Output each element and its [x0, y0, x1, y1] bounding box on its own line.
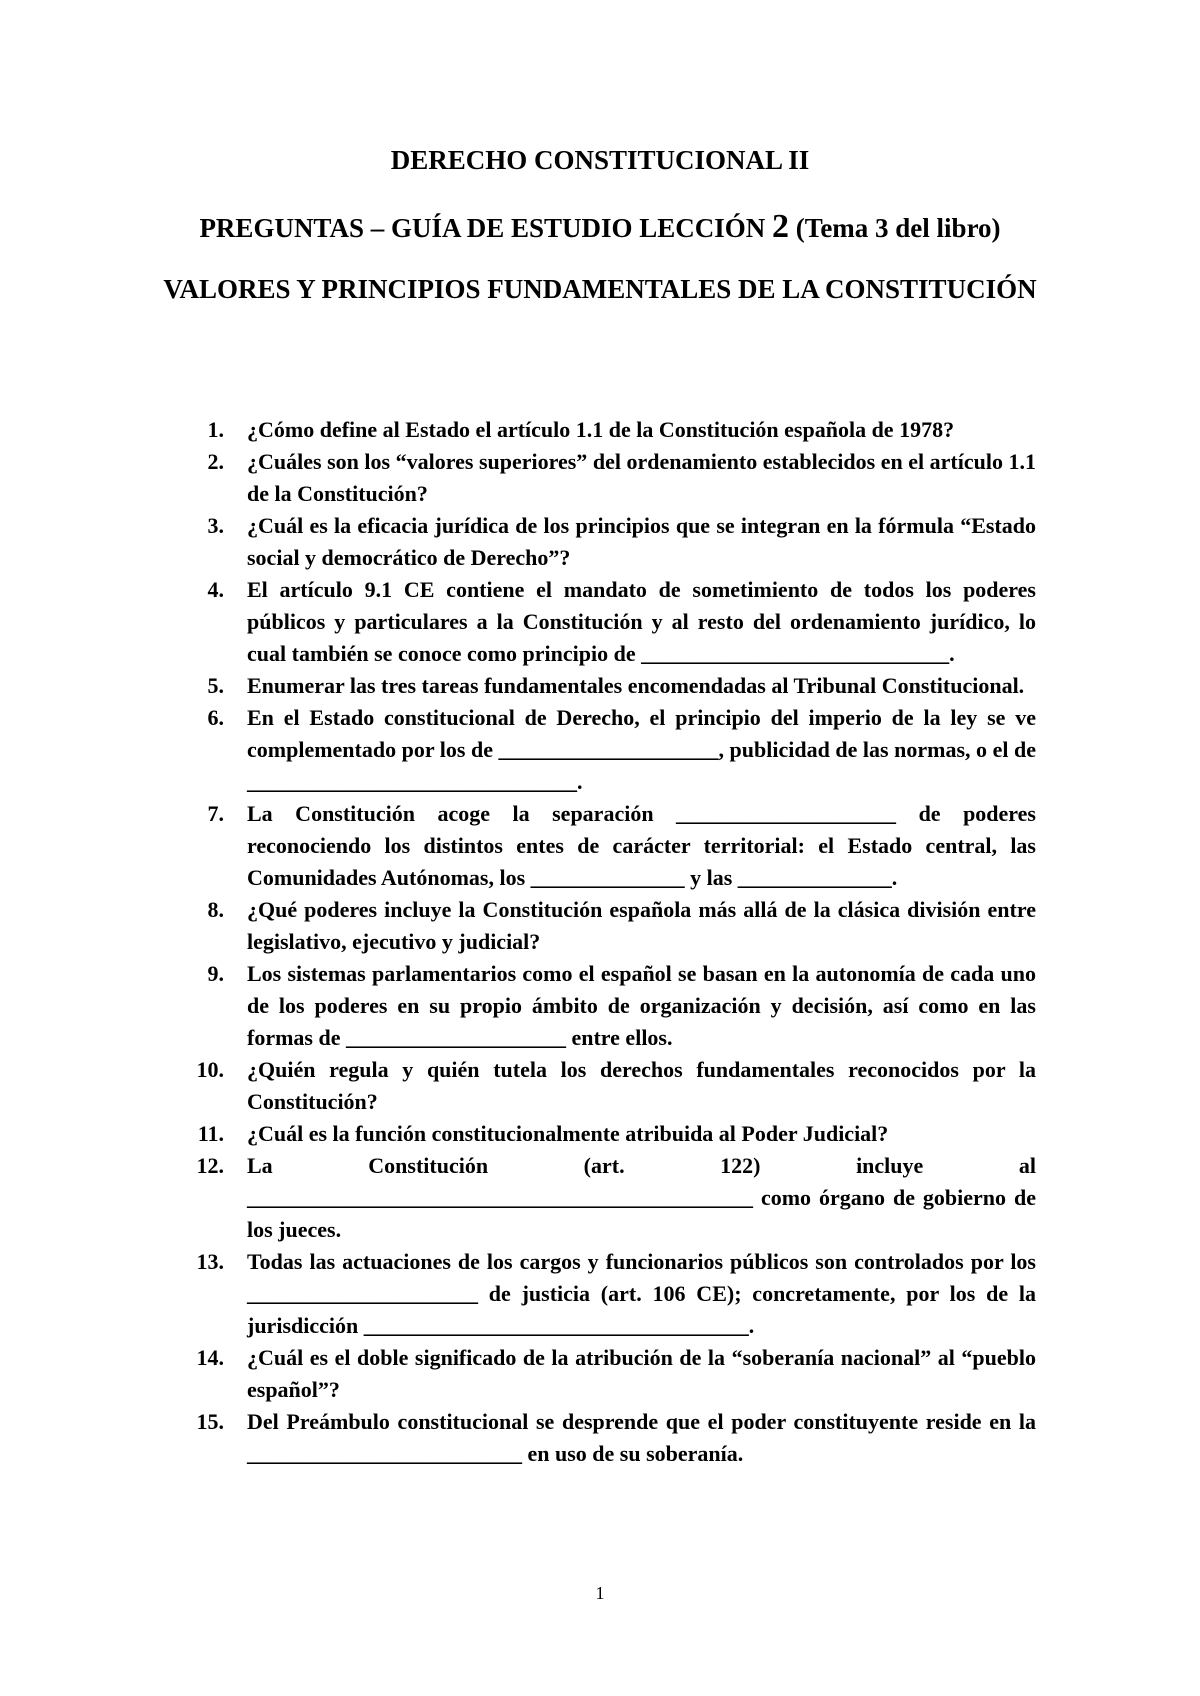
- question-text: Los sistemas parlamentarios como el español se basan en la autonomía de cada uno de los poderes en su propio ámbito de organización y decisión, así como en las formas de ____________________ entre ellos.: [247, 961, 1036, 1050]
- question-text: ¿Cuáles son los “valores superiores” del ordenamiento establecidos en el artículo 1.1 de la Constitución?: [247, 449, 1036, 506]
- question-number: 9.: [207, 961, 224, 986]
- question-item: [176, 1054, 1036, 1118]
- question-item: [176, 446, 1036, 510]
- question-item: [176, 702, 1036, 798]
- question-list: [176, 414, 1036, 1470]
- question-text: Todas las actuaciones de los cargos y funcionarios públicos son controlados por los _____________________ de justicia (art. 106 CE); concretamente, por los de la jurisdicción ___________________________________.: [247, 1249, 1036, 1338]
- question-item: [176, 958, 1036, 1054]
- question-number: 4.: [207, 577, 224, 602]
- question-text: ¿Cuál es la función constitucionalmente atribuida al Poder Judicial?: [247, 1121, 889, 1146]
- question-text: ¿Cuál es la eficacia jurídica de los principios que se integran en la fórmula “Estado social y democrático de Derecho”?: [247, 513, 1036, 570]
- question-text: En el Estado constitucional de Derecho, el principio del imperio de la ley se ve complementado por los de ____________________, publicidad de las normas, o el de ______________________________.: [247, 705, 1036, 794]
- subtitle-text: PREGUNTAS – GUÍA DE ESTUDIO LECCIÓN: [199, 213, 773, 243]
- question-text: ¿Qué poderes incluye la Constitución española más allá de la clásica división entre legislativo, ejecutivo y judicial?: [247, 897, 1036, 954]
- subtitle-book-reference: (Tema 3 del libro): [789, 213, 1001, 243]
- question-number: 2.: [207, 449, 224, 474]
- question-text: La Constitución acoge la separación ____________________ de poderes reconociendo los distintos entes de carácter territorial: el Estado central, las Comunidades Autónomas, los ______________ y las ______________.: [247, 801, 1036, 890]
- lesson-title: VALORES Y PRINCIPIOS FUNDAMENTALES DE LA CONSTITUCIÓN: [163, 274, 1037, 304]
- question-number: 14.: [196, 1345, 224, 1370]
- question-item: [176, 1118, 1036, 1150]
- question-item: [176, 414, 1036, 446]
- question-item: [176, 670, 1036, 702]
- question-item: [176, 574, 1036, 670]
- question-text: Enumerar las tres tareas fundamentales encomendadas al Tribunal Constitucional.: [247, 673, 1025, 698]
- question-number: 3.: [207, 513, 224, 538]
- question-number: 11.: [197, 1121, 224, 1146]
- question-item: [176, 1150, 1036, 1246]
- question-number: 12.: [196, 1153, 224, 1178]
- question-number: 7.: [207, 801, 224, 826]
- question-text: ¿Quién regula y quién tutela los derechos fundamentales reconocidos por la Constitución?: [247, 1057, 1036, 1114]
- lesson-number: 2: [772, 208, 790, 245]
- page-number: 1: [595, 1583, 605, 1603]
- question-number: 1.: [207, 417, 224, 442]
- question-number: 15.: [196, 1409, 224, 1434]
- question-item: [176, 510, 1036, 574]
- question-item: [176, 798, 1036, 894]
- question-number: 8.: [207, 897, 224, 922]
- question-text: El artículo 9.1 CE contiene el mandato de sometimiento de todos los poderes públicos y particulares a la Constitución y al resto del ordenamiento jurídico, lo cual también se conoce como principio de ____________________________.: [247, 577, 1036, 666]
- question-item: [176, 1406, 1036, 1470]
- question-number: 13.: [196, 1249, 224, 1274]
- question-text: La Constitución (art. 122) incluye al ______________________________________________ como órgano de gobierno de los jueces.: [247, 1153, 1036, 1242]
- study-guide-subtitle: [150, 207, 1050, 248]
- question-number: 10.: [196, 1057, 224, 1082]
- question-item: [176, 1342, 1036, 1406]
- question-number: 6.: [207, 705, 224, 730]
- question-text: Del Preámbulo constitucional se desprende que el poder constituyente reside en la _________________________ en uso de su soberanía.: [247, 1409, 1036, 1466]
- course-title: DERECHO CONSTITUCIONAL II: [390, 145, 810, 175]
- question-item: [176, 894, 1036, 958]
- question-number: 5.: [207, 673, 224, 698]
- question-text: ¿Cuál es el doble significado de la atribución de la “soberanía nacional” al “pueblo español”?: [247, 1345, 1036, 1402]
- question-text: ¿Cómo define al Estado el artículo 1.1 de la Constitución española de 1978?: [247, 417, 955, 442]
- question-item: [176, 1246, 1036, 1342]
